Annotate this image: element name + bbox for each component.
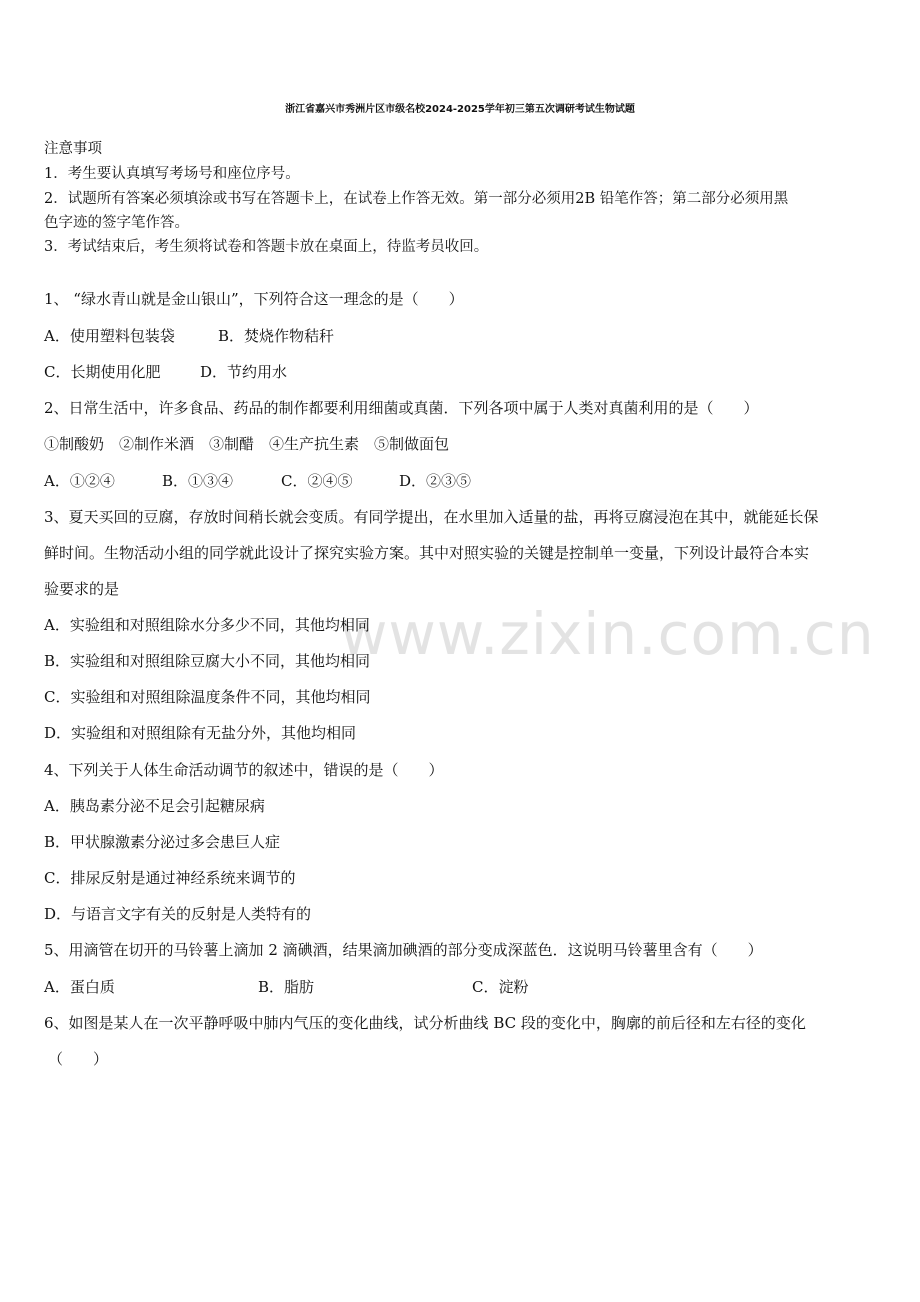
question-2-option-b: B．①③④: [162, 472, 234, 490]
question-1-option-c: C．长期使用化肥: [44, 363, 161, 381]
question-1-option-b: B．焚烧作物秸秆: [218, 327, 335, 345]
question-2-option-a: A．①②④: [44, 472, 115, 490]
question-2-option-c: C．②④⑤: [281, 472, 353, 490]
question-2-option-d: D．②③⑤: [399, 472, 472, 490]
question-6-stem-line-2: （ ）: [48, 1050, 109, 1068]
question-5-option-a: A．蛋白质: [44, 978, 115, 996]
question-3-stem-line-1: 3、夏天买回的豆腐，存放时间稍长就会变质。有同学提出，在水里加入适量的盐，再将豆腐浸泡在其中，就能延长保: [44, 508, 819, 526]
question-4-option-a: A．胰岛素分泌不足会引起糖尿病: [44, 797, 265, 815]
page-title: 浙江省嘉兴市秀洲片区市级名校2024-2025学年初三第五次调研考试生物试题: [285, 104, 635, 115]
question-1-option-d: D．节约用水: [200, 363, 288, 381]
question-1-option-a: A．使用塑料包装袋: [44, 327, 175, 345]
question-4-option-c: C．排尿反射是通过神经系统来调节的: [44, 869, 296, 887]
question-3-option-c: C．实验组和对照组除温度条件不同，其他均相同: [44, 688, 371, 706]
question-3-stem-line-3: 验要求的是: [44, 580, 120, 598]
notice-item-3: 3．考试结束后，考生须将试卷和答题卡放在桌面上，待监考员收回。: [44, 239, 489, 255]
question-3-option-b: B．实验组和对照组除豆腐大小不同，其他均相同: [44, 652, 371, 670]
question-5-option-c: C．淀粉: [472, 978, 529, 996]
question-2-items: ①制酸奶 ②制作米酒 ③制醋 ④生产抗生素 ⑤制做面包: [44, 435, 450, 453]
notice-heading: 注意事项: [44, 141, 102, 157]
question-5-stem: 5、用滴管在切开的马铃薯上滴加 2 滴碘酒，结果滴加碘酒的部分变成深蓝色．这说明马铃薯里含有（ ）: [44, 941, 763, 959]
question-4-stem: 4、下列关于人体生命活动调节的叙述中，错误的是（ ）: [44, 761, 444, 779]
question-3-stem-line-2: 鲜时间。生物活动小组的同学就此设计了探究实验方案。其中对照实验的关键是控制单一变量，下列设计最符合本实: [44, 544, 810, 562]
question-4-option-b: B．甲状腺激素分泌过多会患巨人症: [44, 833, 281, 851]
notice-item-2-cont: 色字迹的签字笔作答。: [44, 215, 189, 231]
notice-item-1: 1．考生要认真填写考场号和座位序号。: [44, 166, 300, 182]
question-3-option-d: D．实验组和对照组除有无盐分外，其他均相同: [44, 724, 357, 742]
question-3-option-a: A．实验组和对照组除水分多少不同，其他均相同: [44, 616, 370, 634]
question-1-stem: 1、 “绿水青山就是金山银山”，下列符合这一理念的是（ ）: [44, 290, 464, 308]
question-6-stem-line-1: 6、如图是某人在一次平静呼吸中肺内气压的变化曲线，试分析曲线 BC 段的变化中，胸廓的前后径和左右径的变化: [44, 1014, 806, 1032]
question-2-stem: 2、日常生活中，许多食品、药品的制作都要利用细菌或真菌．下列各项中属于人类对真菌利用的是（ ）: [44, 399, 759, 417]
question-4-option-d: D．与语言文字有关的反射是人类特有的: [44, 905, 312, 923]
question-5-option-b: B．脂肪: [258, 978, 315, 996]
watermark: www.zixin.com.cn: [340, 600, 875, 668]
notice-item-2: 2．试题所有答案必须填涂或书写在答题卡上，在试卷上作答无效。第一部分必须用2B 铅笔作答；第二部分必须用黑: [44, 191, 789, 207]
